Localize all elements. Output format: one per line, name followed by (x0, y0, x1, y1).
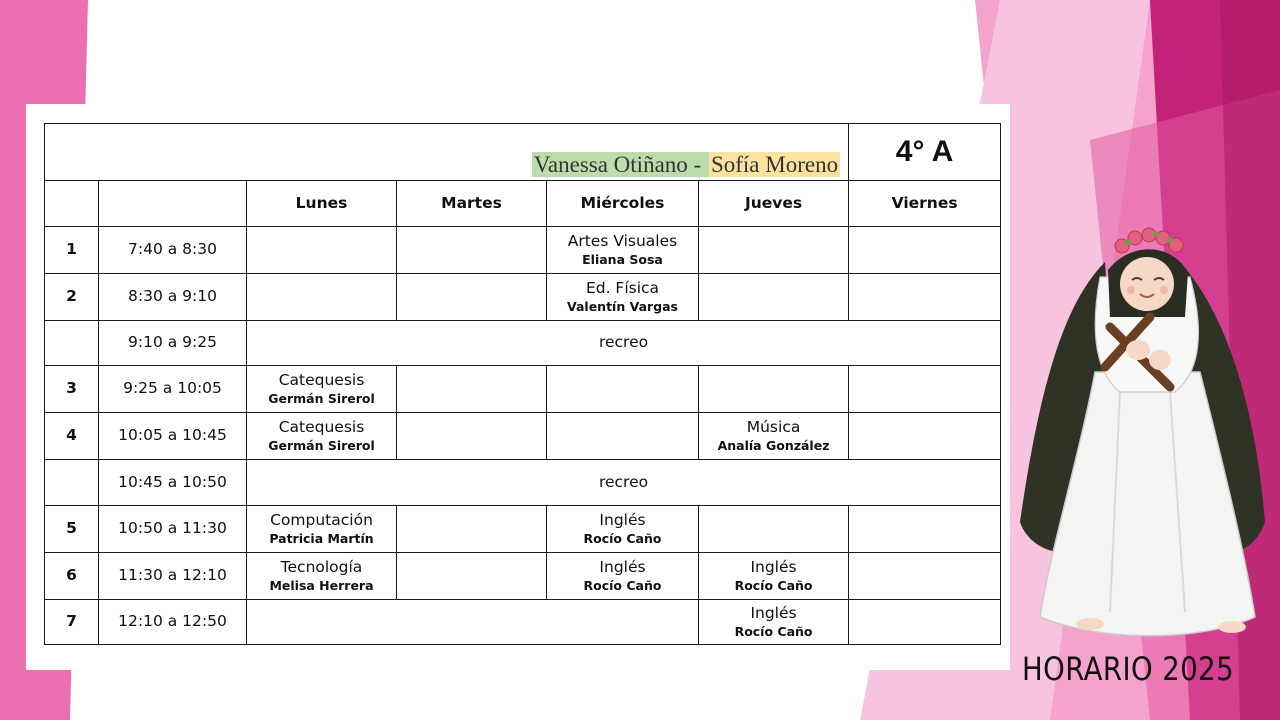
class-cell (247, 506, 397, 553)
period-row (45, 274, 1001, 321)
break-label: recreo (247, 321, 1001, 366)
class-cell (247, 366, 397, 413)
grade-label: 4° A (895, 134, 954, 168)
teacher: Germán Sirerol (268, 437, 375, 453)
period-number: 4 (45, 413, 99, 460)
period-time: 11:30 a 12:10 (99, 553, 247, 600)
period-time: 10:05 a 10:45 (99, 413, 247, 460)
day-header: Jueves (699, 181, 849, 227)
grade-cell (849, 124, 1001, 181)
class-cell (547, 553, 699, 600)
period-row (45, 553, 1001, 600)
period-time: 8:30 a 9:10 (99, 274, 247, 321)
break-row (45, 321, 1001, 366)
saint-rose-illustration (1010, 222, 1275, 642)
teacher-2-name: Sofía Moreno (710, 151, 839, 177)
teacher: Rocío Caño (583, 577, 662, 593)
teacher-1-name: Vanessa Otiñano - (533, 151, 707, 177)
teacher: Patricia Martín (269, 530, 374, 546)
title-row (45, 124, 1001, 181)
subject: Inglés (599, 557, 646, 576)
period-number: 5 (45, 506, 99, 553)
class-cell (547, 274, 699, 321)
class-cell (699, 553, 849, 600)
teacher: Germán Sirerol (268, 390, 375, 406)
period-time: 7:40 a 8:30 (99, 227, 247, 274)
class-cell (547, 227, 699, 274)
period-row (45, 227, 1001, 274)
teachers-cell (45, 124, 849, 181)
break-label: recreo (247, 460, 1001, 506)
break-row (45, 460, 1001, 506)
teacher: Melisa Herrera (269, 577, 374, 593)
subject: Inglés (750, 557, 797, 576)
teacher: Analía González (717, 437, 830, 453)
days-header-row (45, 181, 1001, 227)
day-header: Viernes (849, 181, 1001, 227)
class-cell (247, 413, 397, 460)
day-header: Lunes (247, 181, 397, 227)
period-number: 6 (45, 553, 99, 600)
subject: Tecnología (280, 557, 363, 576)
period-row (45, 600, 1001, 645)
subject: Ed. Física (585, 278, 660, 297)
period-time: 10:50 a 11:30 (99, 506, 247, 553)
subject: Artes Visuales (567, 231, 678, 250)
period-time: 12:10 a 12:50 (99, 600, 247, 645)
teacher: Rocío Caño (734, 623, 813, 639)
subject: Catequesis (278, 417, 365, 436)
period-number: 2 (45, 274, 99, 321)
period-row (45, 366, 1001, 413)
class-cell (699, 600, 849, 645)
period-time: 9:25 a 10:05 (99, 366, 247, 413)
period-number: 7 (45, 600, 99, 645)
schedule-table (44, 123, 1001, 645)
subject: Inglés (599, 510, 646, 529)
day-header: Miércoles (547, 181, 699, 227)
footer-title: HORARIO 2025 (1022, 650, 1235, 688)
subject: Catequesis (278, 370, 365, 389)
subject: Computación (270, 510, 373, 529)
class-cell (247, 553, 397, 600)
day-header: Martes (397, 181, 547, 227)
subject: Música (746, 417, 801, 436)
period-row (45, 413, 1001, 460)
teacher: Rocío Caño (734, 577, 813, 593)
period-time: 9:10 a 9:25 (99, 321, 247, 366)
class-cell (547, 506, 699, 553)
period-number: 1 (45, 227, 99, 274)
teacher: Rocío Caño (583, 530, 662, 546)
period-number: 3 (45, 366, 99, 413)
teacher: Eliana Sosa (582, 251, 663, 267)
period-row (45, 506, 1001, 553)
class-cell (699, 413, 849, 460)
teacher: Valentín Vargas (566, 298, 678, 314)
subject: Inglés (750, 603, 797, 622)
period-time: 10:45 a 10:50 (99, 460, 247, 506)
